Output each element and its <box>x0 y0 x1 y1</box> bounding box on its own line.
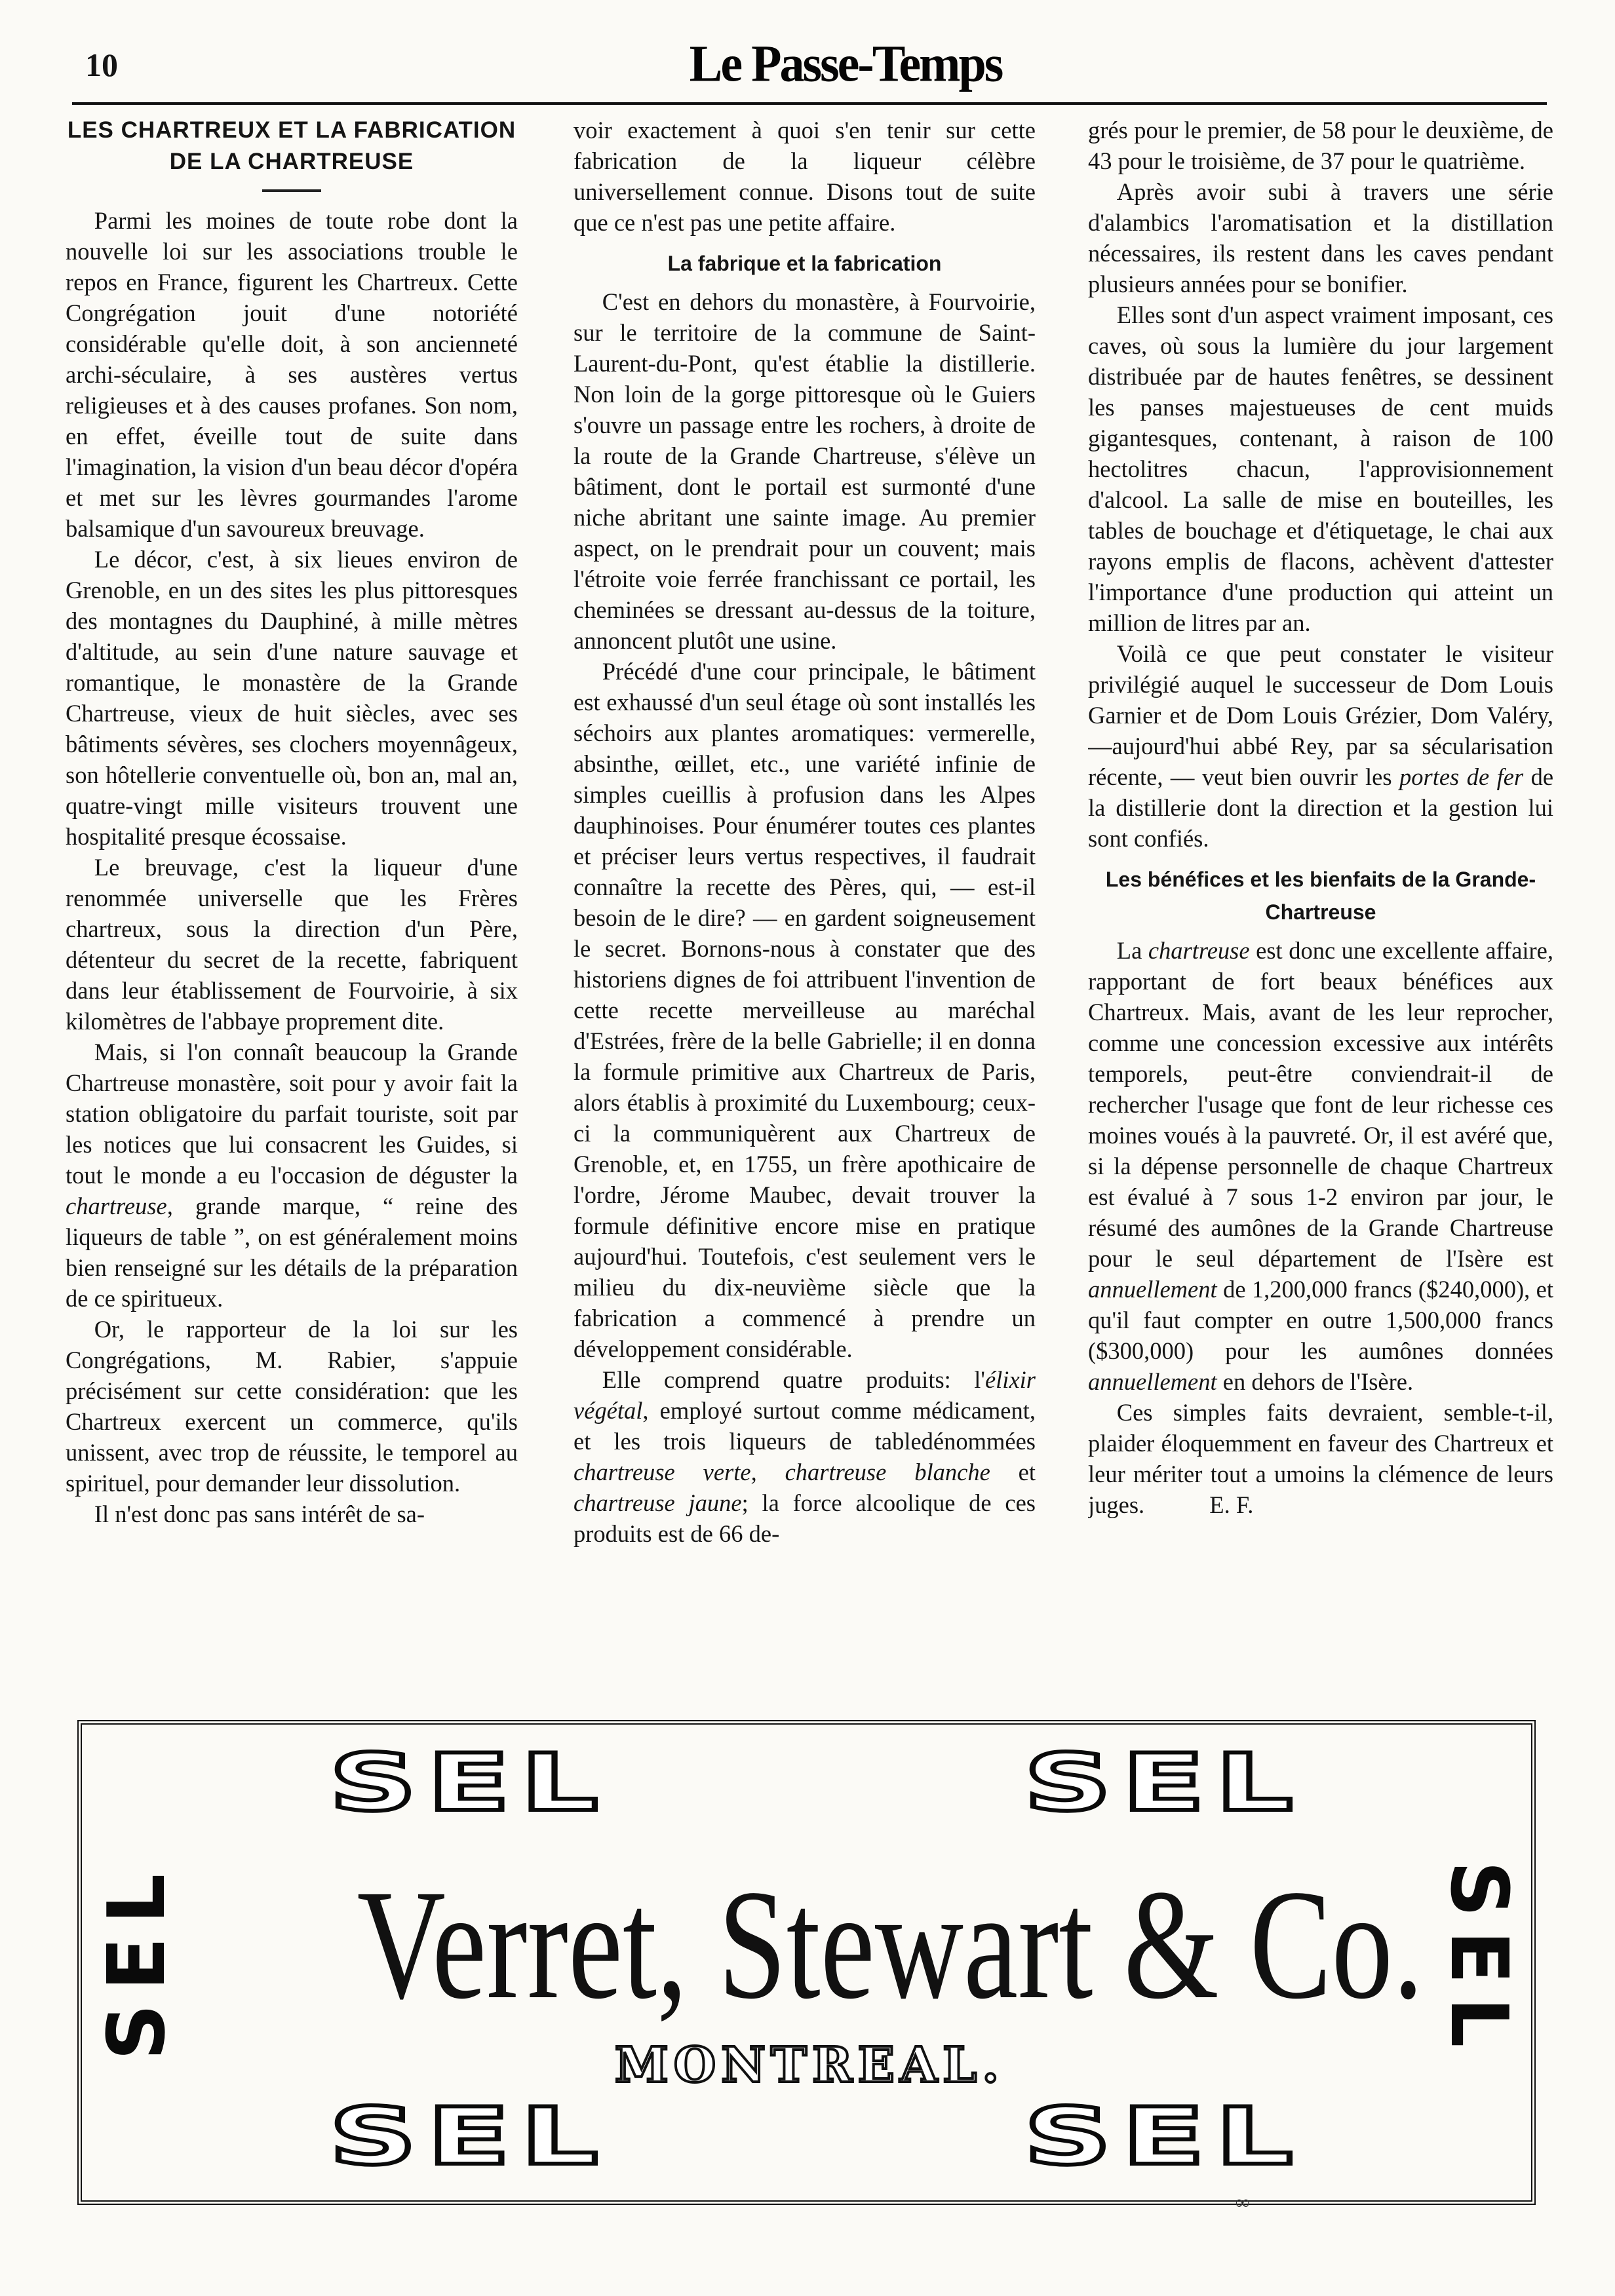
paragraph: Elles sont d'un aspect vraiment imposant, ces caves, où sous la lumière du jour largement distribuée par de hautes fenêtres, se dessinent les panses majestueuses de cent muids gigantesques, contenant, à raison de 100 hectolitres chacun, l'approvisionnement d'alcool. La salle de mise en bouteilles, les tables de bouchage et d'étiquetage, le chai aux rayons emplis de flacons, achèvent d'attester l'importance d'une production qui atteint un million de litres par an. <box>1088 301 1553 636</box>
text-run: Ces simples faits devraient, semble-t-il, plaider éloquemment en faveur des Chartreux et leur mériter tout a umoins la clémence de leurs juges. <box>1088 1399 1553 1518</box>
text-run: en dehors de l'Isère. <box>1222 1368 1414 1395</box>
italic-run: annuellement <box>1088 1368 1217 1395</box>
header-rule <box>72 102 1547 105</box>
text-run: ; la force alcoolique de ces produits est de 66 de- <box>574 1489 1036 1547</box>
text-run: Voilà ce que peut constater le visiteur privilégié auquel le successeur de Dom Louis Garnier et de Dom Louis Grézier, Dom Valéry,—aujourd'hui abbé Rey, par sa sécularisation récente, — veut bien ouvrir les <box>1088 640 1553 790</box>
text-run: Elle comprend quatre produits: l' <box>602 1366 985 1393</box>
advertisement-box <box>77 1720 1536 2205</box>
paragraph <box>1088 935 1553 1397</box>
column-1 <box>66 115 518 1694</box>
text-run: et <box>1018 1459 1036 1485</box>
text-run: La <box>1116 937 1142 964</box>
paragraph: Parmi les moines de toute robe dont la nouvelle loi sur les associations trouble le repos en France, figurent les Chartreux. Cette Congrégation jouit d'une notoriété considérable qu'elle doit, à son ancienneté archi-séculaire, à ses austères vertus religieuses et à des causes profanes. Son nom, en effet, éveille tout de suite dans l'imagination, la vision d'un beau décor d'opéra et met sur les lèvres gourmandes l'arome balsamique d'un savoureux breuvage. <box>66 207 518 542</box>
italic-run: portes de fer <box>1399 763 1524 790</box>
page-number: 10 <box>85 47 118 83</box>
page-header <box>72 33 1547 105</box>
text-run: est donc une excellente affaire, rapportant de fort beaux bénéfices aux Chartreux. Mais, avant de les leur reprocher, comme une concession excessive aux intérêts temporels, peut-être conviendrait-il de rechercher l'usage que font de leur richesse ces moines voués à la pauvreté. Or, il est avéré que, si la dépense personnelle de chaque Chartreux est évalué à 7 sous 1-2 environ par jour, le résumé des aumônes de la Grande Chartreuse pour le seul département de l'Isère est <box>1088 937 1553 1272</box>
paragraph <box>66 1037 518 1314</box>
sel-bottom-left: SEL <box>328 2092 609 2183</box>
sel-top-left: SEL <box>328 1738 609 1829</box>
title-rule <box>262 189 321 192</box>
article-title: LES CHARTREUX ET LA FABRICATION DE LA CHARTREUSE <box>67 117 516 174</box>
sel-left-vertical: SEL <box>92 1860 183 2061</box>
company-name: Verret, Stewart & Co. <box>357 1857 1424 2031</box>
italic-run: chartreuse <box>1148 937 1250 964</box>
text-run: grande marque, “ reine des liqueurs de table ”, on est généralement moins bien renseigné sur les détails de la préparation de ce spiritueux. <box>66 1193 518 1312</box>
sel-top-right: SEL <box>1023 1738 1304 1829</box>
paragraph-continued: voir exactement à quoi s'en tenir sur cette fabrication de la liqueur célèbre universellement connue. Disons tout de suite que ce n'est pas une petite affaire. <box>574 117 1036 236</box>
paragraph: Le breuvage, c'est la liqueur d'une renommée universelle que les Frères chartreux, sous la direction d'un Père, détenteur du secret de la recette, fabriquent dans leur établissement de Fourvoirie, à six kilomètres de l'abbaye proprement dite. <box>66 854 518 1035</box>
masthead-logo: Le Passe-Temps <box>689 34 1002 93</box>
paragraph <box>1088 1397 1553 1520</box>
paragraph: Il n'est donc pas sans intérêt de sa- <box>94 1501 425 1527</box>
italic-run: élixir végétal <box>574 1366 1036 1424</box>
paragraph-continued: grés pour le premier, de 58 pour le deuxième, de 43 pour le troisième, de 37 pour le quatrième. <box>1088 117 1553 174</box>
footer-mark: ∞ <box>1236 2192 1250 2213</box>
paragraph <box>1088 638 1553 854</box>
paragraph: C'est en dehors du monastère, à Fourvoirie, sur le territoire de la commune de Saint-Laurent-du-Pont, qu'est établie la distillerie. Non loin de la gorge pittoresque où le Guiers s'ouvre un passage entre les rochers, à droite de la route de la Grande Chartreuse, s'élève un bâtiment, dont le portail est surmonté d'une niche abritant une sainte image. Au premier aspect, on le prendrait pour un couvent; mais l'étroite voie ferrée franchissant ce portail, les cheminées se dressant au-dessus de la toiture, annoncent plutôt une usine. <box>574 288 1036 654</box>
paragraph: Or, le rapporteur de la loi sur les Congrégations, M. Rabier, s'appuie précisément sur cette considération: que les Chartreux exercent un commerce, qu'ils unissent, avec trop de réussite, le temporel au spirituel, pour demander leur dissolution. <box>66 1316 518 1497</box>
text-run: , employé surtout comme médicament, et les trois liqueurs de tabledénommées <box>574 1397 1036 1455</box>
text-run: de 1,200,000 francs ($240,000), et qu'il faut compter en outre 1,500,000 francs ($300,000) pour les aumônes données <box>1088 1276 1553 1364</box>
italic-run: chartreuse jaune <box>574 1489 742 1516</box>
italic-run: chartreuse verte, chartreuse blanche <box>574 1459 990 1485</box>
column-2 <box>574 115 1036 1694</box>
sel-bottom-right: SEL <box>1023 2092 1304 2183</box>
section-heading: Les bénéfices et les bienfaits de la Grande-Chartreuse <box>1105 868 1536 924</box>
text-run: de la distillerie dont la direction et la gestion lui sont confiés. <box>1088 763 1553 852</box>
sel-right-vertical: SEL <box>1433 1860 1524 2061</box>
paragraph: Le décor, c'est, à six lieues environ de Grenoble, en un des sites les plus pittoresques des montagnes du Dauphiné, à mille mètres d'altitude, au sein d'une nature sauvage et romantique, le monastère de la Grande Chartreuse, vieux de huit siècles, avec ses bâtiments sévères, ses clochers moyennâgeux, son hôtellerie conventuelle où, bon an, mal an, quatre-vingt mille visiteurs trouvent une hospitalité presque écossaise. <box>66 546 518 850</box>
column-3 <box>1088 115 1553 1694</box>
text-run: Mais, si l'on connaît beaucoup la Grande Chartreuse monastère, soit pour y avoir fait la station obligatoire du parfait touriste, soit par les notices que lui consacrent les Guides, si tout le monde a eu l'occasion de déguster la <box>66 1039 518 1189</box>
italic-run: chartreuse, <box>66 1193 173 1219</box>
paragraph: Après avoir subi à travers une série d'alambics l'aromatisation et la distillation nécessaires, ils restent dans les caves pendant plusieurs années pour se bonifier. <box>1088 178 1553 297</box>
section-heading: La fabrique et la fabrication <box>667 252 942 275</box>
paragraph: Précédé d'une cour principale, le bâtiment est exhaussé d'un seul étage où sont installés les séchoirs aux plantes aromatiques: vermerelle, absinthe, œillet, etc., une variété infinie de simples cueillis à profusion dans les Alpes dauphinoises. Pour énumérer toutes ces plantes et préciser leurs vertus respectives, il faudrait connaître la recette des Pères, qui, — est-il besoin de le dire? — en gardent soigneusement le secret. Bornons-nous à constater que des historiens dignes de foi attribuent l'invention de cette recette merveilleuse au maréchal d'Estrées, frère de la belle Gabrielle; il en donna la formule primitive aux Chartreux de Paris, alors établis à proximité du Luxembourg; ceux-ci la communiquèrent aux Chartreux de Grenoble, et, en 1755, un frère apothicaire de l'ordre, Jérome Maubec, devait trouver la formule définitive encore mise en pratique aujourd'hui. Toutefois, c'est seulement vers le milieu du dix-neuvième siècle que la fabrication a commencé à prendre un développement considérable. <box>574 658 1036 1362</box>
article-columns <box>66 115 1553 1694</box>
company-city: MONTREAL. <box>614 2037 1005 2094</box>
italic-run: annuellement <box>1088 1276 1217 1303</box>
signature: E. F. <box>1209 1491 1254 1518</box>
paragraph <box>574 1364 1036 1549</box>
